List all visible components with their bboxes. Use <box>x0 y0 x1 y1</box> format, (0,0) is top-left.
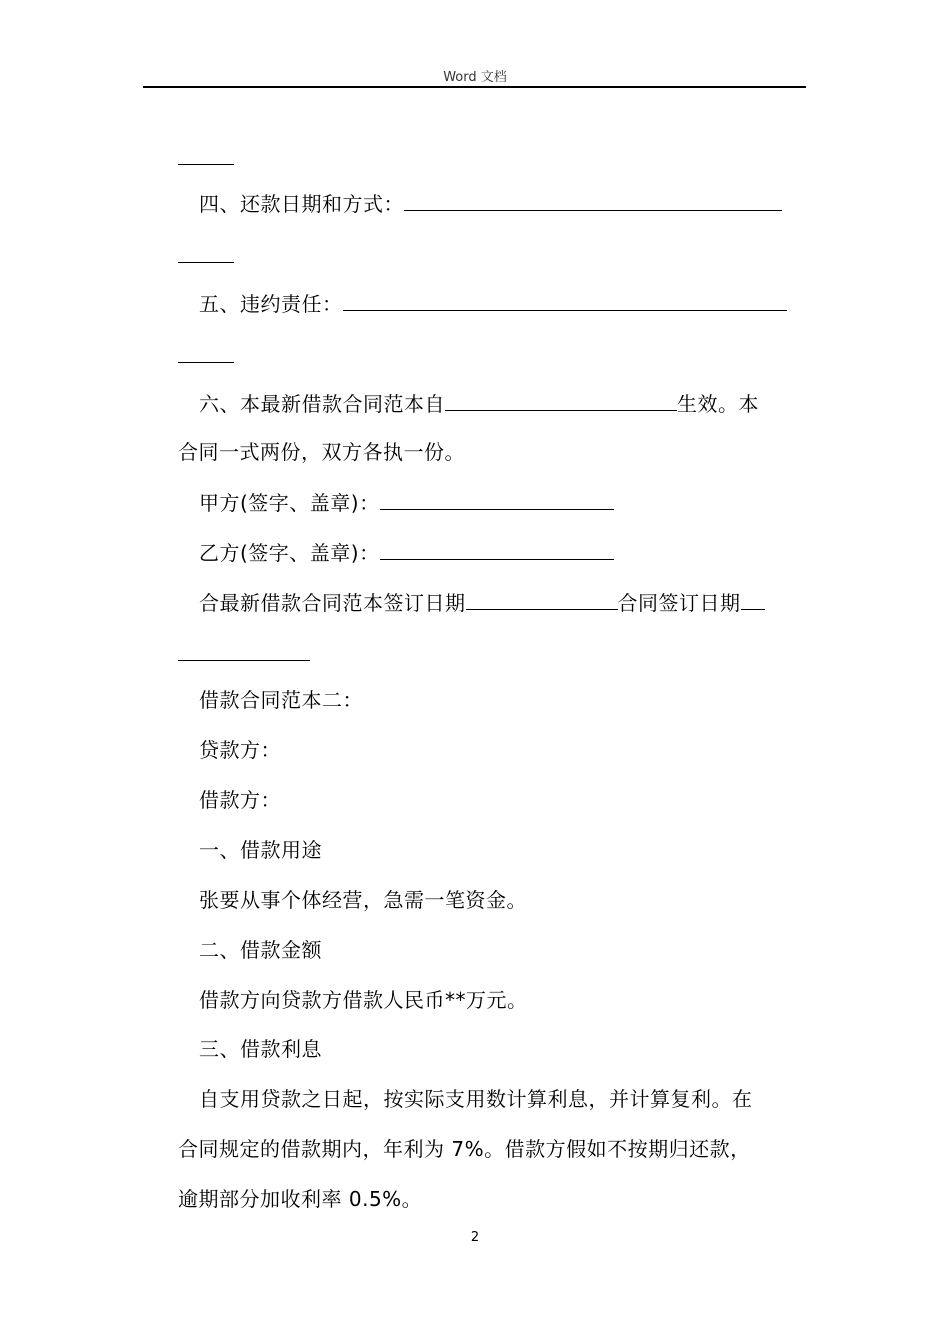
blank-continuation-1 <box>178 142 802 172</box>
loan-purpose-text: 张要从事个体经营，急需一笔资金。 <box>199 888 527 912</box>
party-b-signature-line <box>178 537 823 567</box>
repayment-date-blank <box>404 188 782 211</box>
signing-date-text-b: 合同签订日期 <box>617 591 741 615</box>
breach-liability-blank <box>343 288 787 311</box>
breach-liability-label: 五、违约责任： <box>199 292 343 316</box>
section-loan-amount: 二、借款金额 <box>199 938 322 962</box>
signing-date-blank-1 <box>466 587 618 610</box>
interest-text-line-1: 自支用贷款之日起，按实际支用数计算利息，并计算复利。在 <box>199 1087 753 1111</box>
blank-continuation-2 <box>178 240 802 270</box>
page-number: 2 <box>470 1230 480 1245</box>
borrower-label: 借款方： <box>199 788 281 812</box>
page-header: Word 文档 <box>443 70 507 85</box>
copies-text: 合同一式两份，双方各执一份。 <box>178 440 465 464</box>
party-b-signature-blank <box>380 537 614 560</box>
section-loan-purpose: 一、借款用途 <box>199 838 322 862</box>
blank-line <box>178 340 234 363</box>
repayment-date-line <box>178 188 823 218</box>
effective-date-line <box>178 388 823 418</box>
contract-sample-two-heading: 借款合同范本二： <box>199 688 363 712</box>
effective-date-text-b: 生效。本 <box>677 392 759 416</box>
breach-liability-line <box>178 288 823 318</box>
party-a-signature-blank <box>380 487 614 510</box>
blank-line <box>178 240 234 263</box>
signing-date-text-a: 合最新借款合同范本签订日期 <box>199 591 466 615</box>
blank-line <box>178 638 310 661</box>
blank-continuation-3 <box>178 340 802 370</box>
party-a-signature-label: 甲方(签字、盖章)： <box>199 491 380 515</box>
signing-date-line <box>178 587 823 617</box>
signing-date-blank-2 <box>741 587 765 610</box>
blank-line <box>178 142 234 165</box>
section-loan-interest: 三、借款利息 <box>199 1037 322 1061</box>
effective-date-text-a: 六、本最新借款合同范本自 <box>199 392 445 416</box>
party-a-signature-line <box>178 487 823 517</box>
loan-amount-text: 借款方向贷款方借款人民币**万元。 <box>199 988 528 1012</box>
interest-text-line-2: 合同规定的借款期内，年利为 7%。借款方假如不按期归还款， <box>178 1137 751 1161</box>
lender-label: 贷款方： <box>199 738 281 762</box>
blank-continuation-4 <box>178 638 802 668</box>
party-b-signature-label: 乙方(签字、盖章)： <box>199 541 380 565</box>
header-divider <box>143 86 806 88</box>
interest-text-line-3: 逾期部分加收利率 0.5%。 <box>178 1187 423 1211</box>
effective-date-blank <box>445 388 677 411</box>
repayment-date-label: 四、还款日期和方式： <box>199 192 404 216</box>
